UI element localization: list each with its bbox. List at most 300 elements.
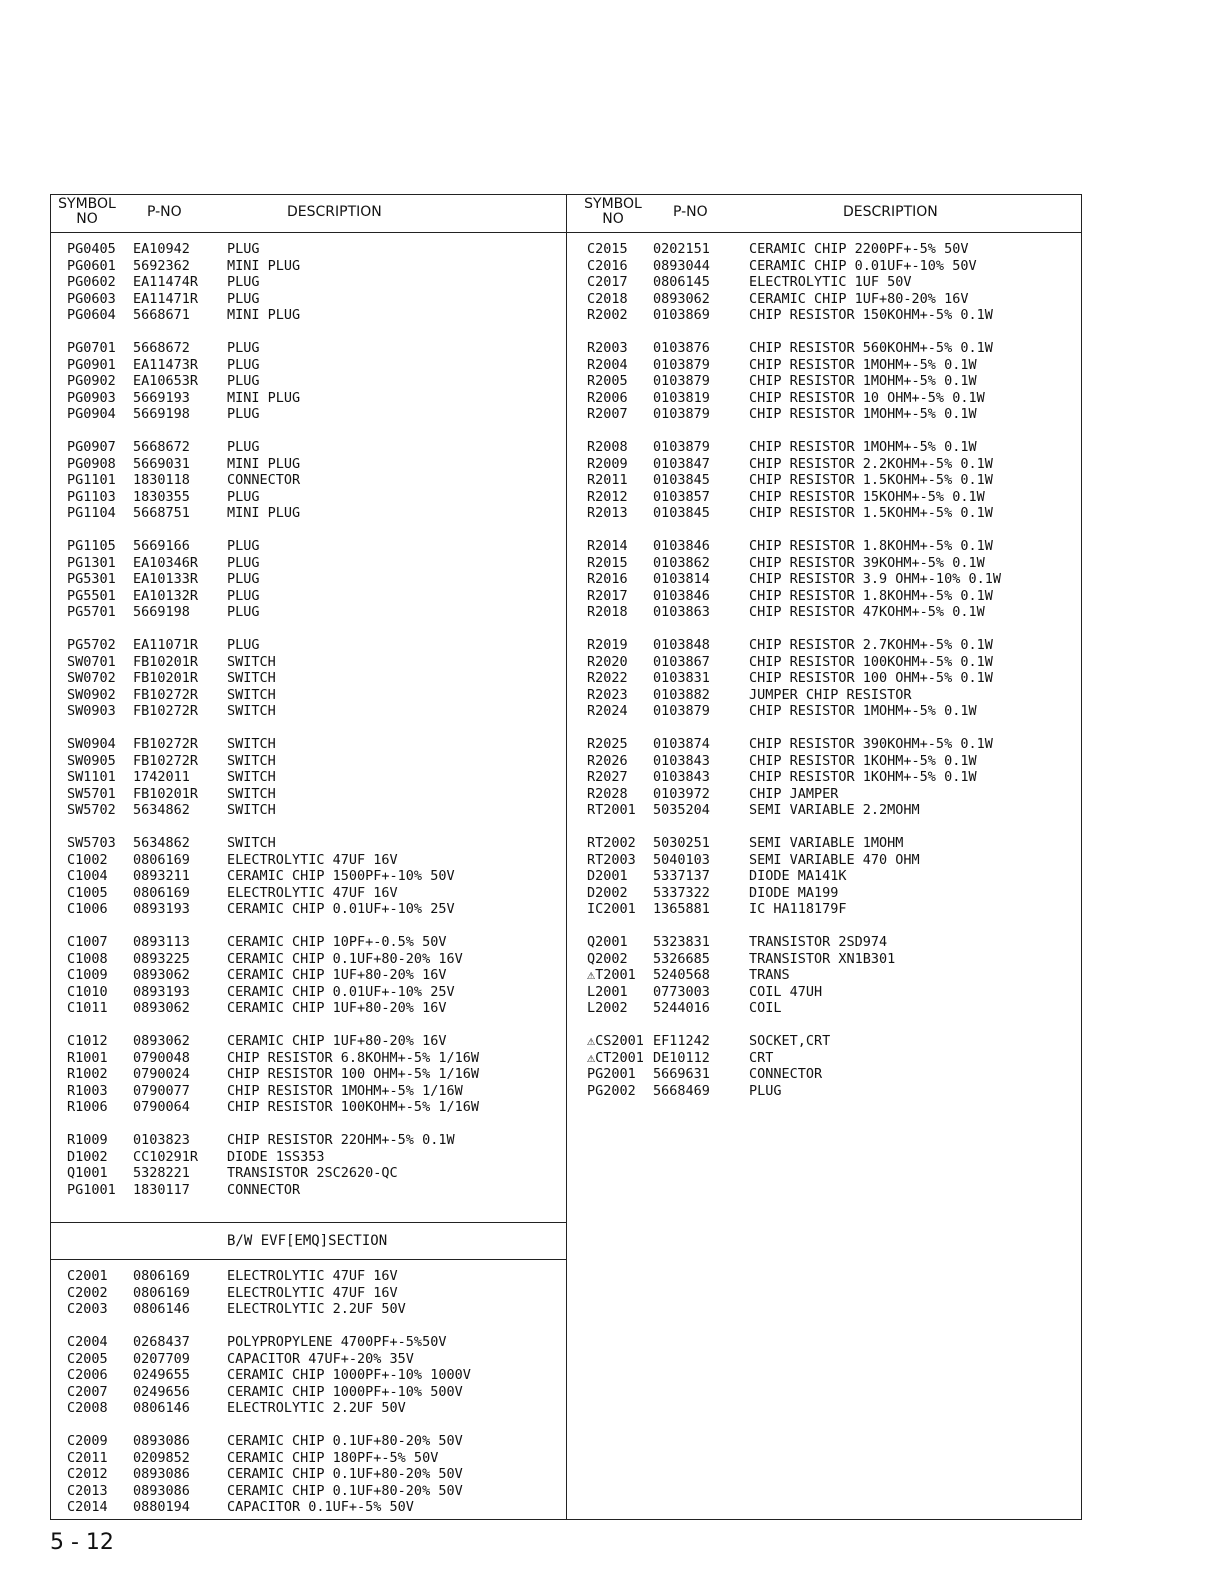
table-row <box>567 406 1081 423</box>
symbol-cell: PG0902 <box>67 373 116 389</box>
symbol-cell: C1004 <box>67 868 108 884</box>
row-group <box>51 1268 566 1318</box>
description-cell: CHIP RESISTOR 1KOHM+-5% 0.1W <box>749 769 977 785</box>
description-cell: CERAMIC CHIP 1000PF+-10% 1000V <box>227 1367 471 1383</box>
table-row <box>51 736 566 753</box>
symbol-cell: R2023 <box>587 686 628 703</box>
pno-cell: 0103879 <box>653 703 710 719</box>
row-group <box>51 241 566 324</box>
description-cell: SWITCH <box>227 769 276 785</box>
symbol-cell: R2002 <box>587 307 628 323</box>
symbol-cell: C1007 <box>67 934 108 950</box>
pno-cell: 0202151 <box>653 241 710 257</box>
pno-cell: 0790048 <box>133 1049 190 1066</box>
description-cell: CERAMIC CHIP 10PF+-0.5% 50V <box>227 934 447 950</box>
description-cell: PLUG <box>227 587 260 604</box>
description-cell: ELECTROLYTIC 47UF 16V <box>227 884 398 901</box>
description-cell: CERAMIC CHIP 2200PF+-5% 50V <box>749 241 969 257</box>
symbol-cell: SW1101 <box>67 769 116 785</box>
pno-cell: 5668671 <box>133 307 190 323</box>
pno-cell: 5669031 <box>133 455 190 472</box>
row-group <box>51 637 566 720</box>
pno-cell: 5669198 <box>133 604 190 620</box>
table-row <box>51 538 566 555</box>
symbol-cell: PG1301 <box>67 554 116 571</box>
description-cell: MINI PLUG <box>227 307 301 323</box>
table-row <box>567 357 1081 374</box>
symbol-cell: PG0907 <box>67 439 116 455</box>
table-row <box>567 439 1081 456</box>
description-cell: CERAMIC CHIP 1UF+80-20% 16V <box>227 1000 447 1016</box>
row-group <box>567 538 1081 621</box>
symbol-cell: Q2001 <box>587 934 628 950</box>
table-row <box>51 571 566 588</box>
description-cell: CERAMIC CHIP 1500PF+-10% 50V <box>227 868 455 884</box>
pno-cell: 0790024 <box>133 1066 190 1082</box>
description-cell: SWITCH <box>227 752 276 769</box>
symbol-cell: C2017 <box>587 274 628 290</box>
table-row <box>51 406 566 423</box>
table-row <box>567 390 1081 407</box>
description-cell: CONNECTOR <box>749 1066 823 1082</box>
pno-cell: 5692362 <box>133 257 190 274</box>
pno-cell: 1830355 <box>133 488 190 505</box>
pno-cell: 0806169 <box>133 1284 190 1301</box>
pno-cell: 5337137 <box>653 868 710 884</box>
left-column <box>51 195 567 1519</box>
table-row <box>567 637 1081 654</box>
symbol-cell: C2011 <box>67 1449 108 1466</box>
symbol-cell: L2001 <box>587 983 628 1000</box>
table-row <box>567 934 1081 951</box>
pno-cell: 0103843 <box>653 752 710 769</box>
description-cell: PLUG <box>227 488 260 505</box>
parts-table <box>50 194 1082 1520</box>
description-cell: SWITCH <box>227 653 276 670</box>
table-row <box>51 1433 566 1450</box>
pno-cell: 0103847 <box>653 455 710 472</box>
table-row <box>567 456 1081 473</box>
pno-cell: 0103879 <box>653 356 710 373</box>
symbol-cell: PG2002 <box>587 1082 636 1099</box>
table-row <box>51 604 566 621</box>
pno-cell: 0806169 <box>133 851 190 868</box>
pno-cell: 0103869 <box>653 307 710 323</box>
row-group <box>567 736 1081 819</box>
table-row <box>51 835 566 852</box>
description-cell: CAPACITOR 0.1UF+-5% 50V <box>227 1499 414 1515</box>
description-cell: CHIP RESISTOR 1.8KOHM+-5% 0.1W <box>749 538 993 554</box>
pno-cell: FB10201R <box>133 785 199 802</box>
symbol-cell: SW5702 <box>67 802 116 818</box>
pno-cell: EA11474R <box>133 274 199 290</box>
pno-cell: FB10272R <box>133 752 199 769</box>
description-cell: PLUG <box>227 554 260 571</box>
table-row <box>567 852 1081 869</box>
description-cell: DIODE MA199 <box>749 884 839 901</box>
pno-cell: 0103848 <box>653 637 710 653</box>
table-row <box>51 373 566 390</box>
symbol-cell: Q2002 <box>587 950 628 967</box>
table-row <box>51 505 566 522</box>
symbol-cell: C2018 <box>587 290 628 307</box>
pno-cell: 0268437 <box>133 1334 190 1350</box>
table-row <box>567 654 1081 671</box>
row-group <box>567 1033 1081 1099</box>
description-cell: ELECTROLYTIC 2.2UF 50V <box>227 1400 406 1416</box>
table-row <box>567 703 1081 720</box>
left-rows <box>51 241 566 1215</box>
description-cell: PLUG <box>227 373 260 389</box>
table-row <box>51 703 566 720</box>
table-row <box>567 241 1081 258</box>
table-row <box>567 786 1081 803</box>
pno-cell: 0790077 <box>133 1082 190 1099</box>
description-cell: CHIP RESISTOR 1MOHM+-5% 0.1W <box>749 356 977 373</box>
pno-cell: 0103867 <box>653 653 710 670</box>
table-row <box>51 1149 566 1166</box>
symbol-cell: C2006 <box>67 1367 108 1383</box>
row-group <box>567 835 1081 918</box>
symbol-cell: C1010 <box>67 983 108 1000</box>
pno-cell: 5326685 <box>653 950 710 967</box>
pno-cell: EA10132R <box>133 587 199 604</box>
pno-cell: 5669631 <box>653 1066 710 1082</box>
row-group <box>51 340 566 423</box>
table-row <box>51 1367 566 1384</box>
symbol-cell: SW5703 <box>67 835 116 851</box>
description-cell: CHIP RESISTOR 1MOHM+-5% 0.1W <box>749 406 977 422</box>
pno-cell: EA10346R <box>133 554 199 571</box>
pno-cell: 5040103 <box>653 851 710 868</box>
description-cell: CHIP RESISTOR 10 OHM+-5% 0.1W <box>749 389 985 406</box>
description-cell: CRT <box>749 1049 774 1066</box>
description-cell: TRANSISTOR XN1B301 <box>749 950 896 967</box>
description-cell: CHIP RESISTOR 100KOHM+-5% 1/16W <box>227 1099 479 1115</box>
table-row <box>567 505 1081 522</box>
symbol-cell: IC2001 <box>587 901 636 917</box>
table-row <box>567 258 1081 275</box>
row-group <box>51 835 566 918</box>
table-row <box>567 555 1081 572</box>
description-cell: PLUG <box>227 439 260 455</box>
table-row <box>567 736 1081 753</box>
pno-cell: CC10291R <box>133 1148 199 1165</box>
table-row <box>51 307 566 324</box>
table-row <box>567 307 1081 324</box>
description-cell: CHIP RESISTOR 1.8KOHM+-5% 0.1W <box>749 587 993 604</box>
pno-cell: 1742011 <box>133 769 190 785</box>
section-header <box>51 1222 567 1260</box>
pno-cell: FB10201R <box>133 653 199 670</box>
pno-cell: 5323831 <box>653 934 710 950</box>
pno-cell: 0893225 <box>133 950 190 967</box>
description-cell: CHIP RESISTOR 390KOHM+-5% 0.1W <box>749 736 993 752</box>
symbol-cell: SW5701 <box>67 785 116 802</box>
description-cell: PLUG <box>227 274 260 290</box>
row-group <box>51 736 566 819</box>
symbol-cell: R2007 <box>587 406 628 422</box>
table-row <box>51 357 566 374</box>
symbol-cell: D2001 <box>587 868 628 884</box>
description-cell: SWITCH <box>227 835 276 851</box>
symbol-cell: R2003 <box>587 340 628 356</box>
table-row <box>567 1083 1081 1100</box>
table-row <box>51 637 566 654</box>
symbol-cell: PG0904 <box>67 406 116 422</box>
description-cell: CHIP RESISTOR 1MOHM+-5% 0.1W <box>749 703 977 719</box>
table-row <box>51 489 566 506</box>
symbol-cell: C2009 <box>67 1433 108 1449</box>
description-cell: JUMPER CHIP RESISTOR <box>749 686 912 703</box>
symbol-cell: SW0905 <box>67 752 116 769</box>
symbol-cell: C1005 <box>67 884 108 901</box>
description-cell: CHIP RESISTOR 100 OHM+-5% 1/16W <box>227 1066 479 1082</box>
pno-cell: 5668672 <box>133 439 190 455</box>
symbol-cell: PG0603 <box>67 290 116 307</box>
symbol-cell: D2002 <box>587 884 628 901</box>
description-cell: CHIP RESISTOR 47KOHM+-5% 0.1W <box>749 604 985 620</box>
table-row <box>567 687 1081 704</box>
table-row <box>51 588 566 605</box>
table-row <box>51 1400 566 1417</box>
description-cell: CHIP RESISTOR 100KOHM+-5% 0.1W <box>749 653 993 670</box>
pno-cell: 0103879 <box>653 439 710 455</box>
description-cell: CERAMIC CHIP 180PF+-5% 50V <box>227 1449 439 1466</box>
symbol-cell: SW0904 <box>67 736 116 752</box>
description-cell: CERAMIC CHIP 0.1UF+80-20% 50V <box>227 1482 463 1499</box>
pno-cell: 0893193 <box>133 901 190 917</box>
pno-cell: 0103845 <box>653 472 710 488</box>
description-cell: CHIP RESISTOR 39KOHM+-5% 0.1W <box>749 554 985 571</box>
pno-cell: 5668469 <box>653 1082 710 1099</box>
row-group <box>51 1334 566 1417</box>
symbol-cell: ⚠CT2001 <box>587 1049 644 1066</box>
pno-cell: FB10272R <box>133 686 199 703</box>
pno-cell: FB10201R <box>133 670 199 686</box>
table-row <box>51 901 566 918</box>
right-column <box>567 195 1081 1519</box>
description-cell: CERAMIC CHIP 0.01UF+-10% 25V <box>227 983 455 1000</box>
symbol-cell: SW0702 <box>67 670 116 686</box>
pno-cell: 0103879 <box>653 373 710 389</box>
symbol-cell: PG1101 <box>67 472 116 488</box>
pno-cell: 5668751 <box>133 505 190 521</box>
symbol-cell: PG0601 <box>67 257 116 274</box>
table-row <box>51 1000 566 1017</box>
pno-cell: 0249656 <box>133 1383 190 1400</box>
symbol-cell: SW0903 <box>67 703 116 719</box>
symbol-cell: RT2003 <box>587 851 636 868</box>
table-row <box>567 604 1081 621</box>
description-cell: TRANSISTOR 2SC2620-QC <box>227 1165 398 1181</box>
pno-cell: 0103846 <box>653 538 710 554</box>
table-row <box>567 1033 1081 1050</box>
pno-cell: 0103862 <box>653 554 710 571</box>
symbol-cell: RT2002 <box>587 835 636 851</box>
pno-cell: 1365881 <box>653 901 710 917</box>
table-row <box>567 1050 1081 1067</box>
pno-cell: 0103843 <box>653 769 710 785</box>
symbol-cell: C2001 <box>67 1268 108 1284</box>
table-row <box>51 456 566 473</box>
table-row <box>567 984 1081 1001</box>
pno-cell: 0893062 <box>133 1033 190 1049</box>
pno-cell: 0103831 <box>653 670 710 686</box>
table-row <box>51 753 566 770</box>
table-row <box>567 670 1081 687</box>
table-row <box>567 274 1081 291</box>
symbol-cell: R2008 <box>587 439 628 455</box>
pno-cell: 0773003 <box>653 983 710 1000</box>
pno-cell: 0103857 <box>653 488 710 505</box>
description-cell: CERAMIC CHIP 1UF+80-20% 16V <box>749 290 969 307</box>
description-cell: SWITCH <box>227 670 276 686</box>
description-cell: SWITCH <box>227 703 276 719</box>
description-cell: CHIP JAMPER <box>749 785 839 802</box>
symbol-cell: C1002 <box>67 851 108 868</box>
pno-cell: EA11071R <box>133 637 199 653</box>
symbol-cell: SW0902 <box>67 686 116 703</box>
description-cell: SEMI VARIABLE 470 OHM <box>749 851 920 868</box>
symbol-cell: PG0901 <box>67 356 116 373</box>
description-cell: TRANSISTOR 2SD974 <box>749 934 888 950</box>
table-row <box>51 472 566 489</box>
description-cell: PLUG <box>227 637 260 653</box>
pno-cell: 0249655 <box>133 1367 190 1383</box>
table-row <box>51 439 566 456</box>
pno-cell: 0806145 <box>653 274 710 290</box>
description-cell: CHIP RESISTOR 22OHM+-5% 0.1W <box>227 1132 455 1148</box>
symbol-cell: C2008 <box>67 1400 108 1416</box>
pno-cell: EA11471R <box>133 290 199 307</box>
description-cell: CHIP RESISTOR 6.8KOHM+-5% 1/16W <box>227 1049 479 1066</box>
symbol-cell: R1009 <box>67 1132 108 1148</box>
symbol-cell: C1008 <box>67 950 108 967</box>
symbol-cell: R2013 <box>587 505 628 521</box>
table-row <box>51 1066 566 1083</box>
symbol-cell: R2014 <box>587 538 628 554</box>
symbol-cell: PG1103 <box>67 488 116 505</box>
table-row <box>51 1301 566 1318</box>
description-cell: PLUG <box>227 241 260 257</box>
symbol-cell: C2007 <box>67 1383 108 1400</box>
pno-cell: 0103972 <box>653 785 710 802</box>
table-row <box>567 588 1081 605</box>
symbol-cell: R1001 <box>67 1049 108 1066</box>
description-cell: SEMI VARIABLE 1MOHM <box>749 835 904 851</box>
symbol-cell: PG5702 <box>67 637 116 653</box>
pno-cell: 0103819 <box>653 389 710 406</box>
table-row <box>567 885 1081 902</box>
table-row <box>567 901 1081 918</box>
table-row <box>51 1384 566 1401</box>
pno-cell: 5240568 <box>653 967 710 983</box>
table-row <box>567 1000 1081 1017</box>
pno-cell: 1830117 <box>133 1181 190 1198</box>
description-cell: CERAMIC CHIP 0.1UF+80-20% 50V <box>227 1466 463 1482</box>
symbol-cell: PG0908 <box>67 455 116 472</box>
pno-cell: 5669198 <box>133 406 190 422</box>
symbol-cell: C1009 <box>67 967 108 983</box>
pno-cell: 0806169 <box>133 1268 190 1284</box>
table-row <box>567 951 1081 968</box>
table-row <box>51 951 566 968</box>
pno-cell: 0893193 <box>133 983 190 1000</box>
description-cell: MINI PLUG <box>227 505 301 521</box>
symbol-cell: R2018 <box>587 604 628 620</box>
symbol-cell: R2015 <box>587 554 628 571</box>
description-cell: PLUG <box>227 340 260 356</box>
row-group <box>51 1033 566 1116</box>
symbol-cell: C1006 <box>67 901 108 917</box>
symbol-cell: C2014 <box>67 1499 108 1515</box>
symbol-cell: SW0701 <box>67 653 116 670</box>
description-cell: PLUG <box>227 356 260 373</box>
table-row <box>51 1285 566 1302</box>
page-number: 5 - 12 <box>50 1530 114 1555</box>
table-row <box>51 340 566 357</box>
pno-cell: 5669193 <box>133 389 190 406</box>
description-cell: ELECTROLYTIC 47UF 16V <box>227 1268 398 1284</box>
symbol-cell: Q1001 <box>67 1165 108 1181</box>
row-group <box>51 1433 566 1516</box>
pno-cell: 0790064 <box>133 1099 190 1115</box>
description-cell: PLUG <box>227 604 260 620</box>
symbol-cell: R2017 <box>587 587 628 604</box>
symbol-cell: PG2001 <box>587 1066 636 1082</box>
symbol-cell: R2022 <box>587 670 628 686</box>
symbol-cell: R2005 <box>587 373 628 389</box>
table-row <box>51 1334 566 1351</box>
pno-cell: 0893086 <box>133 1433 190 1449</box>
pno-cell: 5244016 <box>653 1000 710 1016</box>
table-row <box>51 1351 566 1368</box>
table-row <box>51 852 566 869</box>
symbol-cell: R2011 <box>587 472 628 488</box>
pno-cell: 0103863 <box>653 604 710 620</box>
table-row <box>51 769 566 786</box>
pno-cell: 0893086 <box>133 1466 190 1482</box>
header-pno: P-NO <box>147 204 182 220</box>
pno-cell: 1830118 <box>133 472 190 488</box>
description-cell: CONNECTOR <box>227 1181 301 1198</box>
symbol-cell: L2002 <box>587 1000 628 1016</box>
table-row <box>51 802 566 819</box>
pno-cell: 0207709 <box>133 1350 190 1367</box>
table-row <box>567 868 1081 885</box>
symbol-cell: PG0604 <box>67 307 116 323</box>
symbol-cell: C2002 <box>67 1284 108 1301</box>
table-header <box>51 195 566 233</box>
symbol-cell: PG0405 <box>67 241 116 257</box>
pno-cell: 0806146 <box>133 1301 190 1317</box>
row-group <box>567 439 1081 522</box>
symbol-cell: PG5301 <box>67 571 116 587</box>
table-row <box>51 1050 566 1067</box>
description-cell: CERAMIC CHIP 1UF+80-20% 16V <box>227 1033 447 1049</box>
pno-cell: 5337322 <box>653 884 710 901</box>
description-cell: CHIP RESISTOR 15KOHM+-5% 0.1W <box>749 488 985 505</box>
table-row <box>51 291 566 308</box>
pno-cell: EF11242 <box>653 1033 710 1049</box>
right-rows <box>567 241 1081 1116</box>
symbol-cell: C2013 <box>67 1482 108 1499</box>
description-cell: SEMI VARIABLE 2.2MOHM <box>749 802 920 818</box>
pno-cell: EA10653R <box>133 373 199 389</box>
description-cell: PLUG <box>227 290 260 307</box>
table-row <box>51 654 566 671</box>
